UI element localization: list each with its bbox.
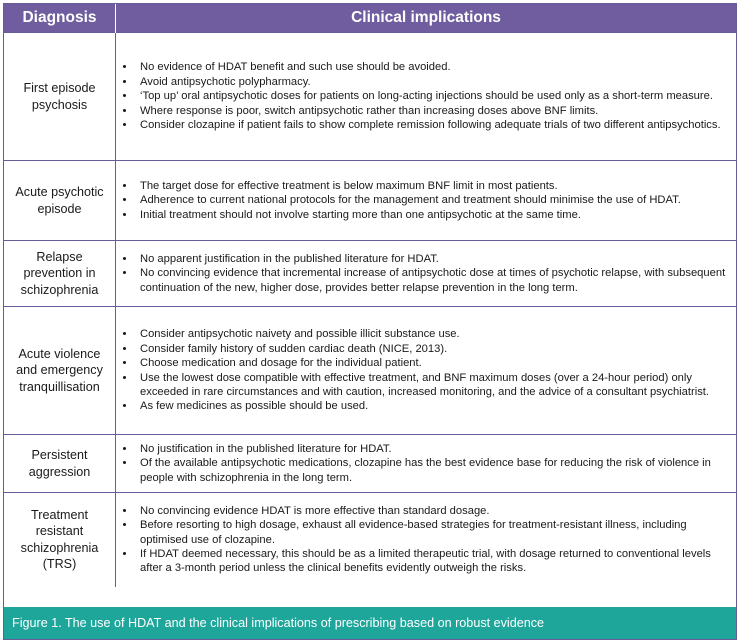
- table-row: [4, 161, 736, 241]
- diagnosis-label-line: (TRS): [42, 557, 77, 572]
- implications-list: [116, 179, 728, 222]
- implication-bullet: • As few medicines as possible should be used.: [136, 399, 728, 413]
- table-row: [4, 241, 736, 307]
- hdat-table: [4, 4, 736, 587]
- clinical-implications-cell: [116, 307, 737, 435]
- diagnosis-label-line: tranquillisation: [19, 379, 100, 394]
- implication-bullet: • Use the lowest dose compatible with effective treatment, and BNF maximum doses (over a 24-hour period) only exceeded in rare circumstances and with caution, increased monitoring, and the advice of a consultant psychiatrist.: [136, 371, 728, 400]
- figure-caption: Figure 1. The use of HDAT and the clinical implications of prescribing based on robust evidence: [4, 607, 736, 639]
- diagnosis-label-line: Persistent: [31, 448, 88, 462]
- implication-bullet: • No convincing evidence that incremental increase of antipsychotic dose at times of psychotic relapse, with subsequent continuation of the new, higher dose, provides better relapse prevention in the long term.: [136, 266, 728, 295]
- implication-bullet: • Adherence to current national protocols for the management and treatment should minimise the use of HDAT.: [136, 193, 728, 207]
- diagnosis-cell: [4, 161, 116, 241]
- implication-bullet: • Before resorting to high dosage, exhaust all evidence-based strategies for treatment-resistant illness, including optimised use of clozapine.: [136, 518, 728, 547]
- clinical-implications-cell: [116, 241, 737, 307]
- diagnosis-label-line: episode: [37, 201, 82, 216]
- implications-list: [116, 504, 728, 576]
- diagnosis-label-line: Relapse: [36, 249, 83, 264]
- table-row: [4, 435, 736, 493]
- diagnosis-label-line: psychosis: [31, 97, 88, 112]
- diagnosis-column-header: Diagnosis: [4, 4, 116, 33]
- diagnosis-label-line: resistant: [35, 524, 84, 539]
- implication-bullet: • No apparent justification in the published literature for HDAT.: [136, 252, 728, 266]
- clinical-implications-cell: [116, 435, 737, 493]
- implication-bullet: • Avoid antipsychotic polypharmacy.: [136, 75, 728, 89]
- implication-bullet: • Consider family history of sudden cardiac death (NICE, 2013).: [136, 342, 728, 356]
- diagnosis-label-line: First episode: [23, 81, 96, 95]
- implication-bullet: • Consider clozapine if patient fails to show complete remission following adequate trials of two different antipsychotics.: [136, 118, 728, 132]
- implication-bullet: • The target dose for effective treatment is below maximum BNF limit in most patients.: [136, 179, 728, 193]
- diagnosis-cell: [4, 241, 116, 307]
- diagnosis-label-line: Acute violence: [18, 346, 101, 361]
- diagnosis-cell: [4, 307, 116, 435]
- table-body: [4, 33, 736, 587]
- implication-bullet: • Consider antipsychotic naivety and possible illicit substance use.: [136, 327, 728, 341]
- diagnosis-label-line: aggression: [28, 464, 91, 479]
- table-row: [4, 493, 736, 587]
- implications-list: [116, 327, 728, 413]
- diagnosis-label-line: prevention in: [23, 266, 96, 281]
- implications-list: [116, 60, 728, 132]
- implication-bullet: • Choose medication and dosage for the individual patient.: [136, 356, 728, 370]
- clinical-implications-cell: [116, 33, 737, 161]
- implications-list: [116, 442, 728, 485]
- diagnosis-cell: [4, 435, 116, 493]
- implication-bullet: • Where response is poor, switch antipsychotic rather than increasing doses above BNF limits.: [136, 104, 728, 118]
- implication-bullet: • Initial treatment should not involve starting more than one antipsychotic at the same time.: [136, 208, 728, 222]
- implication-bullet: • No evidence of HDAT benefit and such use should be avoided.: [136, 60, 728, 74]
- clinical-implications-column-header: Clinical implications: [116, 4, 737, 33]
- table-row: [4, 307, 736, 435]
- implication-bullet: • Of the available antipsychotic medications, clozapine has the best evidence base for reducing the risk of violence in people with schizophrenia in the long term.: [136, 456, 728, 485]
- implication-bullet: • ‘Top up’ oral antipsychotic doses for patients on long-acting injections should be used only as a short-term measure.: [136, 89, 728, 103]
- diagnosis-cell: [4, 493, 116, 587]
- diagnosis-label-line: schizophrenia: [20, 540, 99, 555]
- clinical-implications-cell: [116, 493, 737, 587]
- diagnosis-label-line: and emergency: [16, 363, 103, 378]
- clinical-implications-cell: [116, 161, 737, 241]
- diagnosis-label-line: schizophrenia: [20, 282, 99, 297]
- diagnosis-label-line: Acute psychotic: [15, 185, 104, 199]
- table-row: [4, 33, 736, 161]
- diagnosis-cell: [4, 33, 116, 161]
- implications-list: [116, 252, 728, 295]
- figure-frame: [3, 3, 737, 640]
- table-header-row: [4, 4, 736, 33]
- diagnosis-label-line: Treatment: [31, 507, 88, 522]
- implication-bullet: • If HDAT deemed necessary, this should be as a limited therapeutic trial, with dosage returned to conventional levels after a 3-month period unless the clinical benefits evidently outweigh the risks.: [136, 547, 728, 576]
- implication-bullet: • No convincing evidence HDAT is more effective than standard dosage.: [136, 504, 728, 518]
- implication-bullet: • No justification in the published literature for HDAT.: [136, 442, 728, 456]
